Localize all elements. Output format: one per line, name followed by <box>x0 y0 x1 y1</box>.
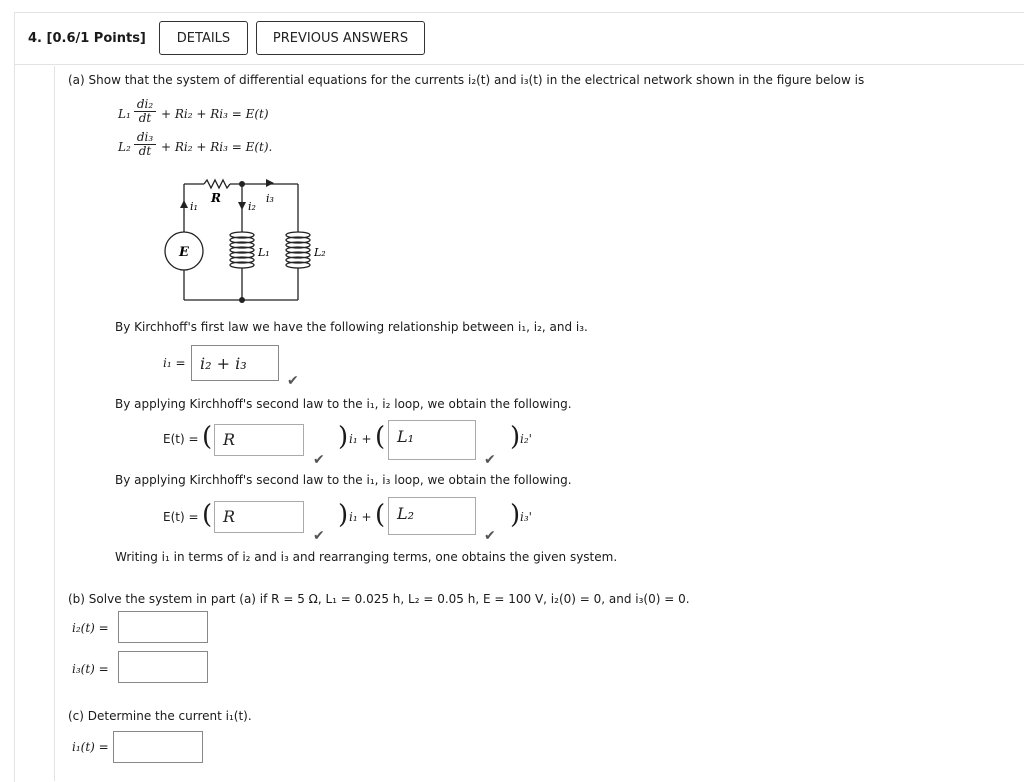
arrow-i3-icon <box>266 179 274 187</box>
loop12-lhs: E(t) = <box>163 432 199 446</box>
loop13-answer2-box[interactable]: L₂ <box>388 497 476 535</box>
previous-answers-button[interactable]: PREVIOUS ANSWERS <box>256 21 425 55</box>
i3-figure-label: i₃ <box>266 192 274 205</box>
loop12-answer1-box[interactable]: R <box>214 424 304 456</box>
eq1-den: dt <box>138 111 152 125</box>
loop12-paren-close-1: ) <box>338 422 349 452</box>
eq2-den: dt <box>138 144 152 158</box>
details-button[interactable]: DETAILS <box>159 21 248 55</box>
kirchhoff3-text: By applying Kirchhoff's second law to the i₁, i₃ loop, we obtain the following. <box>115 473 572 487</box>
eq2-fraction <box>134 131 156 158</box>
loop13-paren-close-1: ) <box>338 500 349 530</box>
loop12-paren-close-2: ) <box>510 422 521 452</box>
check-icon: ✔ <box>313 452 325 468</box>
loop12-paren-open-2: ( <box>375 422 386 452</box>
eq1-num: di₂ <box>134 98 156 112</box>
junction-top <box>239 181 245 187</box>
eq1-fraction <box>134 98 156 125</box>
loop12-tail: i₂' <box>520 432 532 446</box>
inductor-l2 <box>286 232 310 268</box>
i2-answer-input[interactable] <box>118 611 208 643</box>
loop13-paren-close-2: ) <box>510 500 521 530</box>
source-label: E <box>179 245 189 260</box>
resistor-label: R <box>211 191 221 205</box>
question-number-label: 4. <box>28 31 42 46</box>
loop13-paren-open-1: ( <box>202 500 213 530</box>
loop13-lhs: E(t) = <box>163 510 199 524</box>
kirchhoff1-text: By Kirchhoff's first law we have the following relationship between i₁, i₂, and i₃. <box>115 320 588 334</box>
loop13-mid: i₁ + <box>349 510 372 524</box>
check-icon: ✔ <box>484 528 496 544</box>
i1-figure-label: i₁ <box>190 200 198 213</box>
loop13-answer1-box[interactable]: R <box>214 501 304 533</box>
eq2-coef: L₂ <box>118 140 131 154</box>
part-c-i1-label: i₁(t) = <box>72 740 109 754</box>
arrow-i2-icon <box>238 202 246 210</box>
kirchhoff2-text: By applying Kirchhoff's second law to the i₁, i₂ loop, we obtain the following. <box>115 397 572 411</box>
question-number <box>28 31 146 46</box>
part-b-prompt: (b) Solve the system in part (a) if R = 5 Ω, L₁ = 0.025 h, L₂ = 0.05 h, E = 100 V, i₂(0) = 0, and i₃(0) = 0. <box>68 592 690 606</box>
i2-figure-label: i₂ <box>248 200 256 213</box>
closing-text: Writing i₁ in terms of i₂ and i₃ and rearranging terms, one obtains the given system. <box>115 550 618 564</box>
eq2-num: di₃ <box>134 131 156 145</box>
arrow-i1-icon <box>180 200 188 208</box>
check-icon: ✔ <box>313 528 325 544</box>
i1-answer-input[interactable] <box>113 731 203 763</box>
i1-answer-box[interactable]: i₂ + i₃ <box>191 345 279 381</box>
loop12-paren-open-1: ( <box>202 422 213 452</box>
l1-figure-label: L₁ <box>258 246 270 259</box>
eq1-rest: + Ri₂ + Ri₃ = E(t) <box>161 107 269 121</box>
i3-answer-input[interactable] <box>118 651 208 683</box>
part-c-prompt: (c) Determine the current i₁(t). <box>68 709 252 723</box>
resistor-r <box>204 180 230 188</box>
eq1-coef: L₁ <box>118 107 131 121</box>
junction-bottom <box>239 297 245 303</box>
part-b-i2-label: i₂(t) = <box>72 621 109 635</box>
l2-figure-label: L₂ <box>314 246 326 259</box>
i1-lhs: i₁ = <box>163 356 186 370</box>
check-icon: ✔ <box>484 452 496 468</box>
check-icon: ✔ <box>287 373 299 389</box>
circuit-diagram <box>150 170 350 310</box>
inductor-l1 <box>230 232 254 268</box>
eq2-rest: + Ri₂ + Ri₃ = E(t). <box>161 140 273 154</box>
part-a-prompt: (a) Show that the system of differential equations for the currents i₂(t) and i₃(t) in the electrical network shown in the figure below is <box>68 73 865 87</box>
loop13-tail: i₃' <box>520 510 532 524</box>
loop13-paren-open-2: ( <box>375 500 386 530</box>
part-b-i3-label: i₃(t) = <box>72 662 109 676</box>
loop12-answer2-box[interactable]: L₁ <box>388 420 476 460</box>
loop12-mid: i₁ + <box>349 432 372 446</box>
points-label: [0.6/1 Points] <box>46 31 146 46</box>
